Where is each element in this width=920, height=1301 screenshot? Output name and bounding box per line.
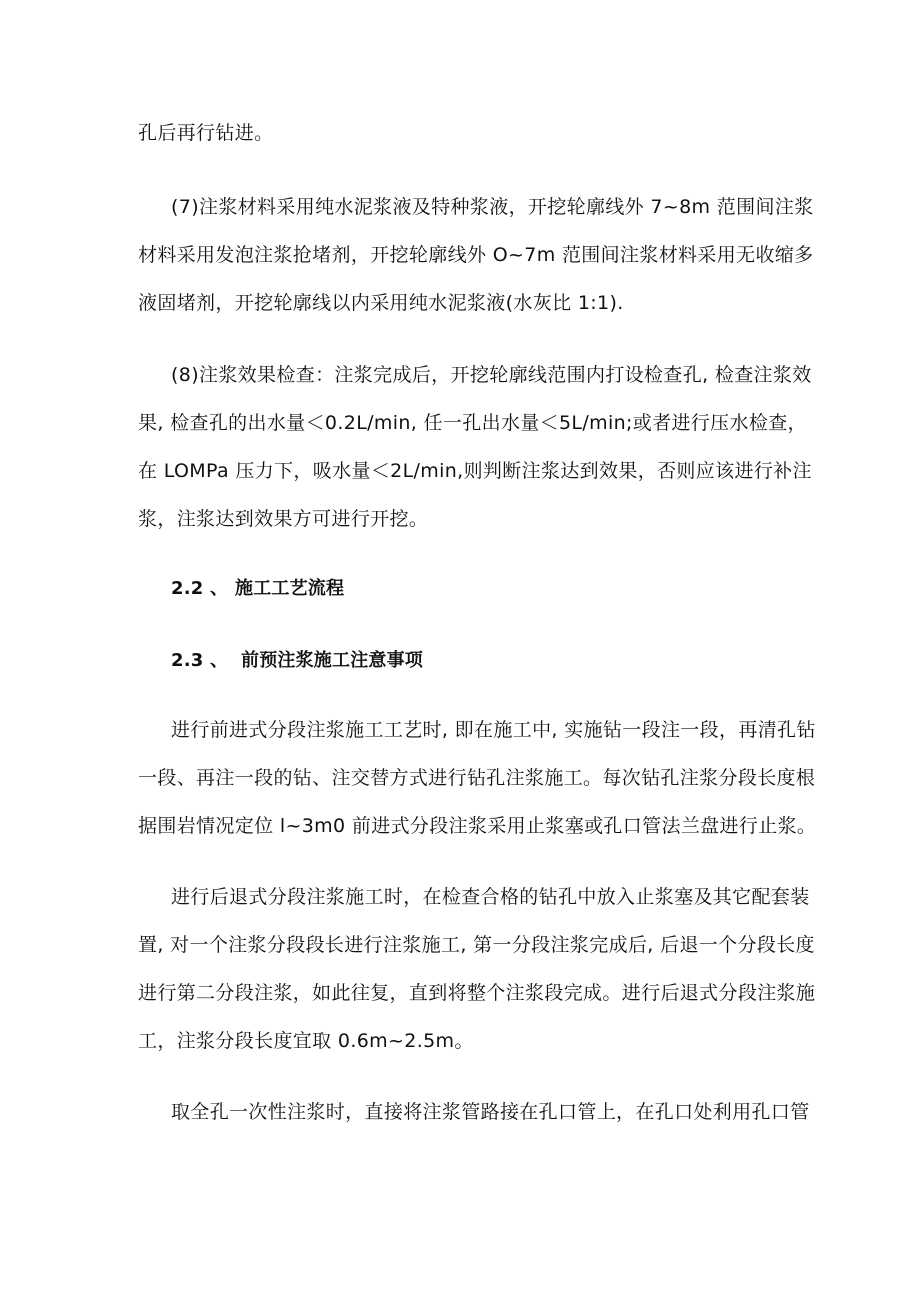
heading-title: 前预注浆施工注意事项 bbox=[241, 650, 423, 671]
text-line: 置, 对一个注浆分段段长进行注浆施工, 第一分段注浆完成后, 后退一个分段长度 bbox=[138, 934, 815, 956]
heading-number: 2.2 、 bbox=[171, 578, 229, 599]
text-line: 进行后退式分段注浆施工时，在检查合格的钻孔中放入止浆塞及其它配套装 bbox=[171, 886, 810, 908]
text-line: 取全孔一次性注浆时，直接将注浆管路接在孔口管上，在孔口处利用孔口管 bbox=[171, 1101, 810, 1123]
text-line: 果, 检查孔的出水量＜0.2L∕min, 任一孔出水量＜5L∕min;或者进行压水检查， bbox=[138, 412, 807, 434]
text-line: 进行第二分段注浆，如此往复，直到将整个注浆段完成。进行后退式分段注浆施 bbox=[138, 982, 816, 1004]
text-line: 浆，注浆达到效果方可进行开挖。 bbox=[138, 508, 429, 530]
text-line: 材料采用发泡注浆抢堵剂，开挖轮廓线外 O~7m 范围间注浆材料采用无收缩多 bbox=[138, 244, 814, 266]
heading-number: 2.3 、 bbox=[171, 650, 229, 671]
heading-title: 施工工艺流程 bbox=[235, 578, 345, 599]
text-line: 进行前进式分段注浆施工工艺时, 即在施工中, 实施钻一段注一段，再清孔钻 bbox=[171, 719, 816, 741]
text-line: 据围岩情况定位 l~3m0 前进式分段注浆采用止浆塞或孔口管法兰盘进行止浆。 bbox=[138, 815, 817, 837]
text-line: 孔后再行钻进。 bbox=[138, 122, 274, 144]
text-line: (7)注浆材料采用纯水泥浆液及特种浆液，开挖轮廓线外 7~8m 范围间注浆 bbox=[171, 196, 814, 218]
section-heading-2-3 bbox=[171, 647, 423, 675]
section-heading-2-2 bbox=[171, 575, 344, 603]
text-line: 液固堵剂，开挖轮廓线以内采用纯水泥浆液(水灰比 1:1). bbox=[138, 292, 624, 314]
text-line: (8)注浆效果检查：注浆完成后，开挖轮廓线范围内打设检查孔, 检查注浆效 bbox=[171, 364, 812, 386]
text-line: 一段、再注一段的钻、注交替方式进行钻孔注浆施工。每次钻孔注浆分段长度根 bbox=[138, 767, 816, 789]
text-line: 工，注浆分段长度宜取 0.6m~2.5m。 bbox=[138, 1030, 474, 1052]
text-line: 在 LOMPa 压力下，吸水量＜2L∕min,则判断注浆达到效果，否则应该进行补注 bbox=[138, 460, 812, 482]
